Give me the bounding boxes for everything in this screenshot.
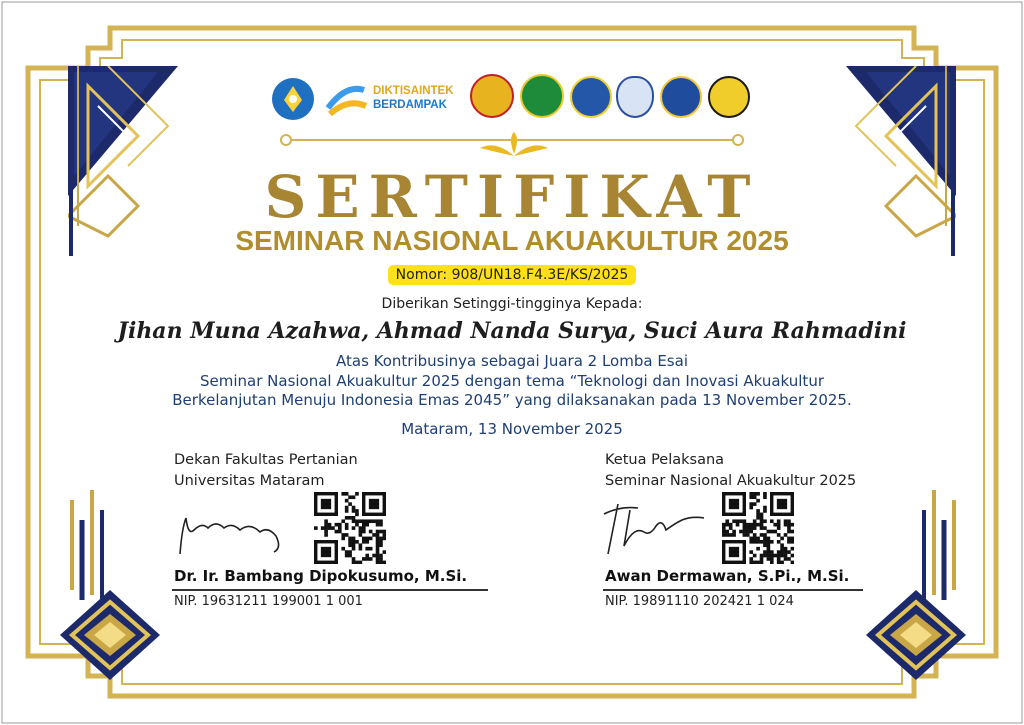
left-signature — [172, 508, 302, 558]
yellow-seal-icon — [708, 76, 750, 118]
right-signatory-nip: NIP. 19891110 202421 1 024 — [605, 594, 794, 609]
certificate-number: Nomor: 908/UN18.F4.3E/KS/2025 — [388, 265, 637, 285]
left-qr-code — [314, 492, 386, 564]
left-signature-rule — [172, 589, 488, 591]
given-to-label: Diberikan Setinggi-tingginya Kepada: — [381, 296, 643, 312]
university-seal-icon — [470, 74, 514, 118]
brand-line2: BERDAMPAK — [373, 99, 447, 111]
brand-line1: DIKTISAINTEK — [373, 85, 454, 97]
polytechnic-seal-icon — [660, 76, 702, 118]
corner-ornament-bottom-right — [856, 490, 976, 690]
corner-ornament-bottom-left — [50, 490, 170, 690]
leaf-ornament-icon — [474, 130, 554, 162]
right-signatory-name: Awan Dermawan, S.Pi., M.Si. — [605, 567, 850, 585]
green-seal-icon — [520, 74, 564, 118]
diktisaintek-logo — [322, 78, 370, 120]
certificate-title: SERTIFIKAT — [264, 163, 760, 231]
body-line-3: Berkelanjutan Menuju Indonesia Emas 2045” yang dilaksanakan pada 13 November 2025. — [172, 391, 852, 409]
left-signatory-title2: Universitas Mataram — [174, 473, 325, 489]
place-date: Mataram, 13 November 2025 — [401, 420, 623, 438]
body-line-2: Seminar Nasional Akuakultur 2025 dengan tema “Teknologi dan Inovasi Akuakultur — [200, 372, 824, 390]
left-signatory-title1: Dekan Fakultas Pertanian — [174, 452, 358, 468]
right-signature-rule — [603, 589, 863, 591]
blue-seal-icon — [570, 76, 612, 118]
right-qr-code — [722, 492, 794, 564]
right-signature — [600, 496, 710, 562]
recipient-names: Jihan Muna Azahwa, Ahmad Nanda Surya, Suci Aura Rahmadini — [117, 318, 907, 344]
diktisaintek-brand — [373, 84, 454, 112]
left-signatory-nip: NIP. 19631211 199001 1 001 — [174, 594, 363, 609]
body-line-1: Atas Kontribusinya sebagai Juara 2 Lomba Esai — [336, 352, 688, 370]
right-signatory-title1: Ketua Pelaksana — [605, 452, 725, 468]
right-signatory-title2: Seminar Nasional Akuakultur 2025 — [605, 473, 857, 489]
event-subtitle: SEMINAR NASIONAL AKUAKULTUR 2025 — [235, 225, 789, 256]
certificate-number-wrap — [0, 264, 1024, 285]
left-signatory-name: Dr. Ir. Bambang Dipokusumo, M.Si. — [174, 567, 468, 585]
tower-seal-icon — [616, 76, 654, 118]
tut-wuri-handayani-logo — [272, 78, 314, 120]
